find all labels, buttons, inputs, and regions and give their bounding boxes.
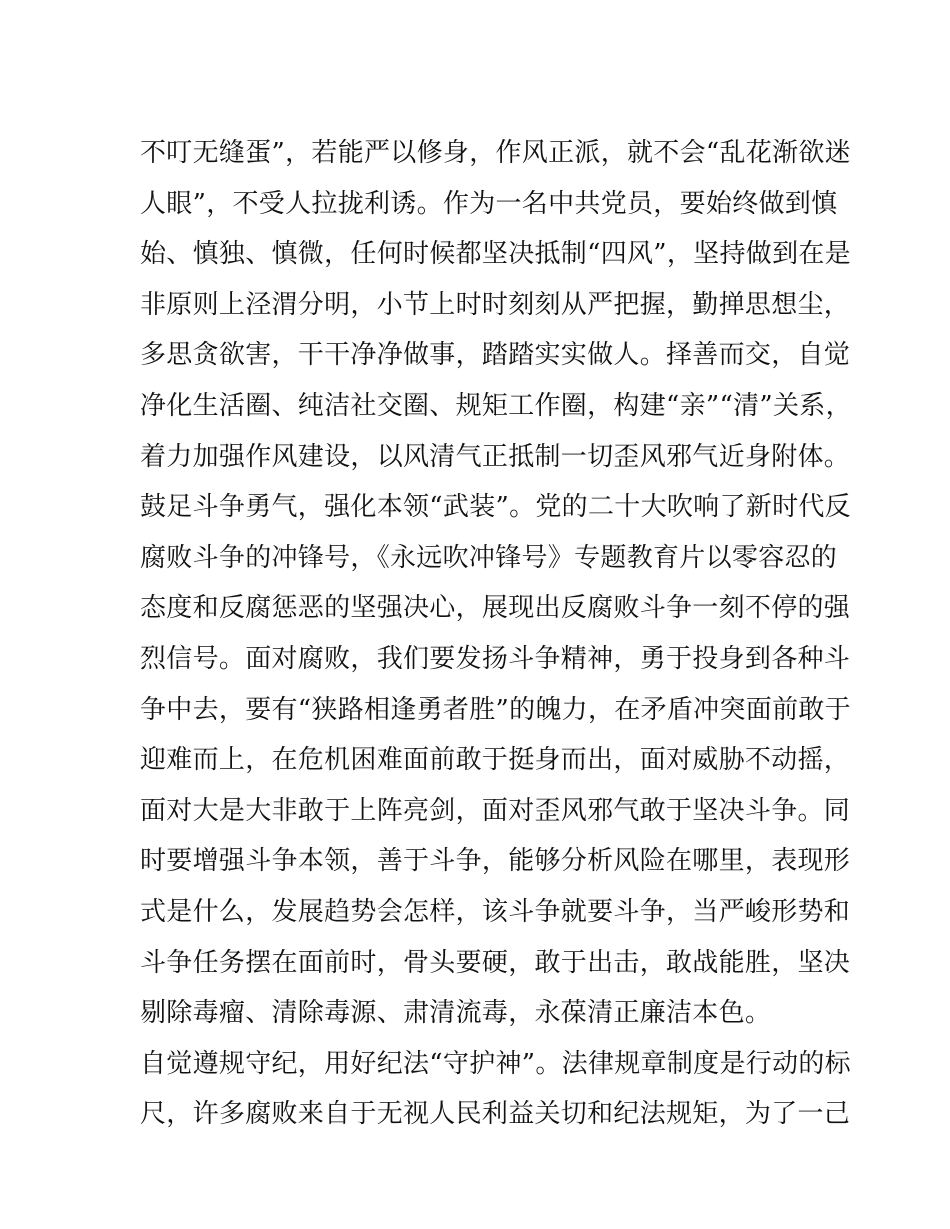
text-line: 尺，许多腐败来自于无视人民利益关切和纪法规矩，为了一己 — [140, 1099, 851, 1130]
text-line: 时要增强斗争本领，善于斗争，能够分析风险在哪里，表现形 — [140, 846, 851, 877]
text-line: 迎难而上，在危机困难面前敢于挺身而出，面对威胁不动摇， — [140, 745, 851, 776]
text-line: 多思贪欲害，干干净净做事，踏踏实实做人。择善而交，自觉 — [140, 340, 851, 371]
text-line: 非原则上泾渭分明，小节上时时刻刻从严把握，勤掸思想尘， — [140, 289, 851, 320]
text-line: 面对大是大非敢于上阵亮剑，面对歪风邪气敢于坚决斗争。同 — [140, 795, 851, 826]
text-line: 鼓足斗争勇气，强化本领“武装”。党的二十大吹响了新时代反 — [140, 492, 851, 523]
text-line: 不叮无缝蛋”，若能严以修身，作风正派，就不会“乱花渐欲迷 — [140, 138, 851, 168]
text-line: 烈信号。面对腐败，我们要发扬斗争精神，勇于投身到各种斗 — [140, 643, 851, 674]
text-line: 斗争任务摆在面前时，骨头要硬，敢于出击，敢战能胜，坚决 — [140, 947, 851, 978]
text-line: 自觉遵规守纪，用好纪法“守护神”。法律规章制度是行动的标 — [140, 1048, 851, 1079]
text-line: 净化生活圈、纯洁社交圈、规矩工作圈，构建“亲”“清”关系， — [140, 390, 852, 421]
text-line: 着力加强作风建设，以风清气正抵制一切歪风邪气近身附体。 — [140, 441, 851, 472]
body-text — [140, 128, 852, 1140]
text-line: 始、慎独、慎微，任何时候都坚决抵制“四风”，坚持做到在是 — [140, 239, 851, 270]
text-line: 争中去，要有“狭路相逢勇者胜”的魄力，在矛盾冲突面前敢于 — [140, 694, 851, 725]
text-line: 人眼”，不受人拉拢利诱。作为一名中共党员，要始终做到慎 — [140, 188, 838, 219]
text-line: 腐败斗争的冲锋号，《永远吹冲锋号》专题教育片以零容忍的 — [140, 542, 838, 573]
text-line: 剔除毒瘤、清除毒源、肃清流毒，永葆清正廉洁本色。 — [140, 998, 772, 1029]
text-line: 式是什么，发展趋势会怎样，该斗争就要斗争，当严峻形势和 — [140, 896, 851, 927]
text-line: 态度和反腐惩恶的坚强决心，展现出反腐败斗争一刻不停的强 — [140, 593, 851, 624]
